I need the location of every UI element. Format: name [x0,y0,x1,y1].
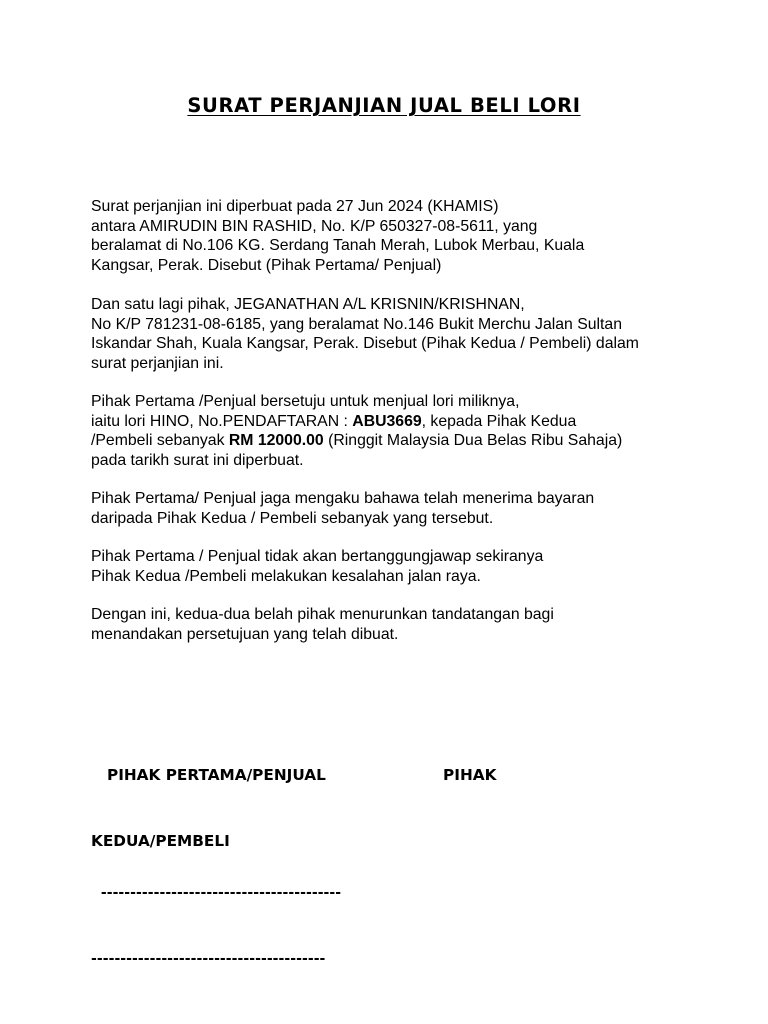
paragraph-sale-terms [91,392,622,470]
line-text: , kepada Pihak Kedua [421,412,577,430]
paragraph-payment-acknowledgement [91,489,594,528]
paragraph-line: surat perjanjian ini. [91,354,224,372]
paragraph-line: Dengan ini, kedua-dua belah pihak menurunkan tandatangan bagi [91,606,554,623]
paragraph-line: Pihak Pertama/ Penjual jaga mengaku bahawa telah menerima bayaran [91,490,595,507]
paragraph-line: No K/P 781231-08-6185, yang beralamat No.146 Bukit Merchu Jalan Sultan [91,315,622,333]
paragraph-line: beralamat di No.106 KG. Serdang Tanah Merah, Lubok Merbau, Kuala [91,237,585,254]
line-text: (Ringgit Malaysia Dua Belas Ribu Sahaja) [323,432,623,449]
signature-lines [91,838,341,1014]
paragraph-buyer [91,295,639,373]
paragraph-line: Pihak Pertama /Penjual bersetuju untuk menjual lori miliknya, [91,393,520,410]
paragraph-line: Surat perjanjian ini diperbuat pada 27 Jun 2024 (KHAMIS) [91,198,499,215]
signature-label-line: PIHAK PERTAMA/PENJUAL PIHAK [91,766,497,784]
sale-price: RM 12000.00 [228,432,324,449]
document-title: SURAT PERJANJIAN JUAL BELI LORI [187,94,581,117]
signature-dash-line: ----------------------------------------- [91,885,342,901]
paragraph-line: Iskandar Shah, Kuala Kangsar, Perak. Disebut (Pihak Kedua / Pembeli) dalam [91,335,639,352]
paragraph-line: Pihak Kedua /Pembeli melakukan kesalahan jalan raya. [91,567,481,585]
paragraph-line: menandakan persetujuan yang telah dibuat. [91,625,399,643]
paragraph-line: Dan satu lagi pihak, JEGANATHAN A/L KRISNIN/KRISHNAN, [91,296,525,313]
paragraph-line: Pihak Pertama / Penjual tidak akan bertanggungjawap sekiranya [91,548,544,565]
line-text: iaitu lori HINO, No.PENDAFTARAN : [91,412,353,430]
signature-label-line: KEDUA/PEMBELI [91,832,230,850]
paragraph-line: pada tarikh surat ini diperbuat. [91,451,304,469]
registration-number: ABU3669 [352,412,422,430]
paragraph-line: Kangsar, Perak. Disebut (Pihak Pertama/ Penjual) [91,256,442,274]
signature-dash-line: ---------------------------------------- [91,951,326,967]
paragraph-liability [91,547,543,586]
paragraph-agreement-date-seller [91,197,584,275]
paragraph-line [91,412,622,432]
line-text: /Pembeli sebanyak [91,432,229,449]
paragraph-line [91,431,622,451]
paragraph-line: daripada Pihak Kedua / Pembeli sebanyak yang tersebut. [91,509,494,527]
paragraph-signing [91,605,554,644]
paragraph-line: antara AMIRUDIN BIN RASHID, No. K/P 650327-08-5611, yang [91,217,538,235]
